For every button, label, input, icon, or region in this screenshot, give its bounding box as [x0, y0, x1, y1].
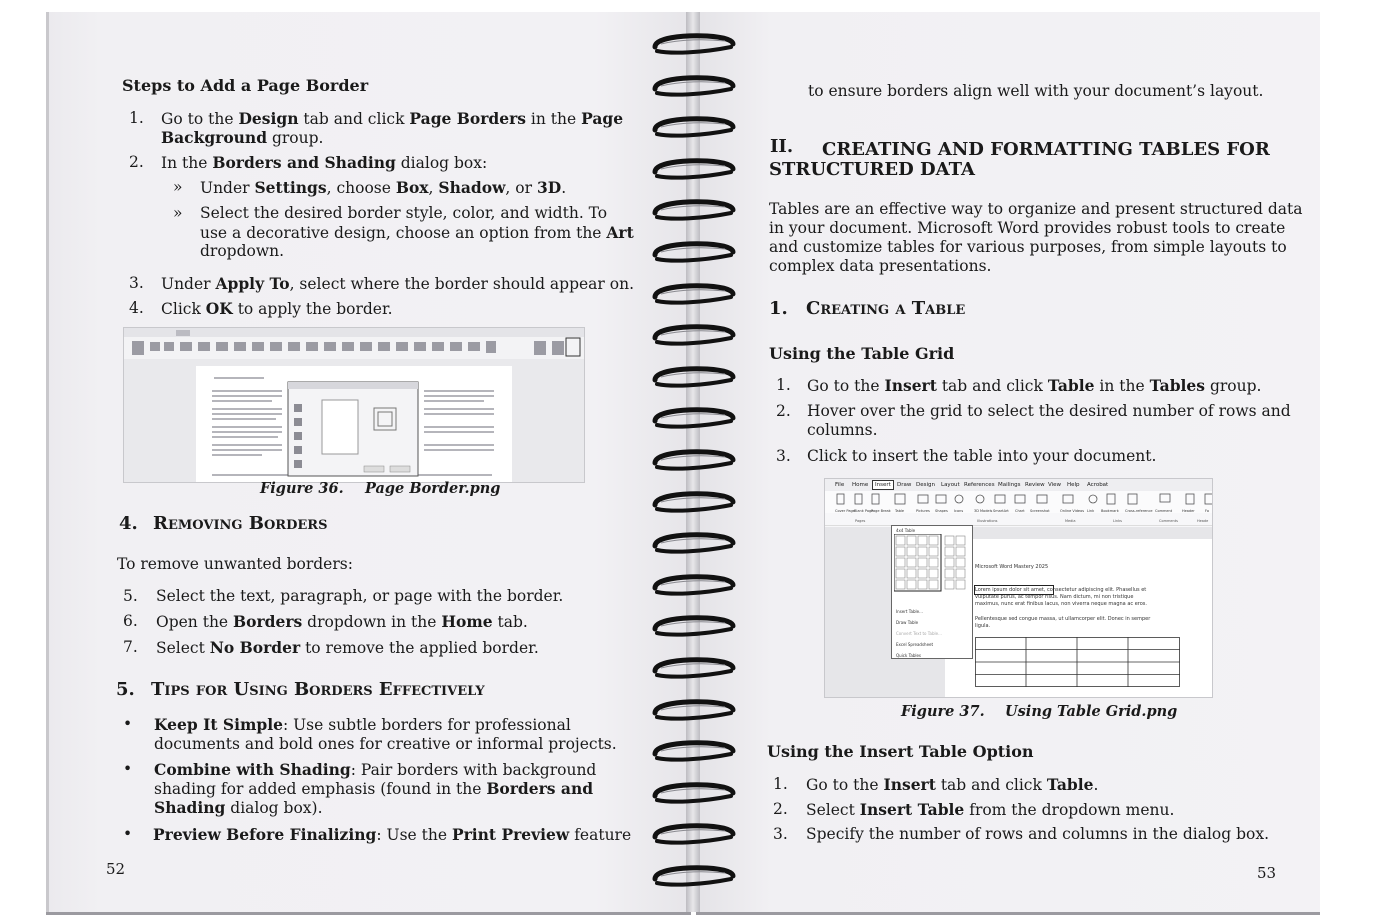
section-4-number: 4. — [119, 513, 138, 534]
continuation-line: to ensure borders align well with your document’s layout. — [808, 82, 1264, 100]
tip-2-line2: shading for added emphasis (found in the Borders and — [154, 779, 594, 798]
grid-step-2-line2: columns. — [807, 421, 878, 439]
menu-insert-table[interactable]: Insert Table... — [896, 609, 923, 614]
right-page — [696, 12, 1320, 912]
intro-line-4: complex data presentations. — [769, 257, 992, 275]
tip-2-bullet: • — [123, 760, 133, 778]
sub-bullet-1: » — [173, 178, 183, 196]
group-pages: Pages — [855, 519, 866, 523]
spiral-coil — [651, 365, 737, 391]
spiral-coil — [651, 573, 737, 599]
insert-table-menu[interactable] — [891, 525, 973, 659]
section-ii-title-line1: CREATING AND FORMATTING TABLES FOR — [822, 139, 1270, 160]
spiral-coil — [651, 323, 737, 349]
remove-7-number: 7. — [123, 638, 138, 656]
step-2-text: In the Borders and Shading dialog box: — [161, 153, 488, 172]
section-1-title: Creating a Table — [806, 298, 966, 319]
ribbon-link: Link — [1087, 509, 1095, 513]
spiral-coil — [651, 739, 737, 765]
group-media: Media — [1065, 519, 1076, 523]
sub-item-2-line2: use a decorative design, choose an option from the Art — [200, 223, 634, 242]
ribbon-groups — [825, 519, 1212, 526]
grid-step-2-line1: Hover over the grid to select the desired number of rows and — [807, 402, 1291, 420]
ribbon-header: Header — [1182, 509, 1195, 513]
page-border-screenshot — [124, 328, 584, 482]
sub-item-2-line1: Select the desired border style, color, and width. To — [200, 204, 608, 222]
step-3-text: Under Apply To, select where the border should appear on. — [161, 274, 634, 293]
tab-mailings: Mailings — [998, 482, 1021, 488]
grid-step-1-text: Go to the Insert tab and click Table in the Tables group. — [807, 376, 1262, 395]
insert-step-2-number: 2. — [773, 800, 788, 818]
spiral-coil — [651, 240, 737, 266]
group-comments: Comments — [1159, 519, 1178, 523]
figure-37-label: Figure 37. — [901, 703, 985, 720]
doc-p1-line3: maximus, nunc erat finibus lacus, non viverra neque magna ac eros. — [975, 601, 1148, 607]
tab-references: References — [964, 482, 995, 488]
tab-view: View — [1048, 482, 1062, 488]
steps-heading: Steps to Add a Page Border — [122, 76, 369, 95]
step-3-number: 3. — [129, 274, 144, 292]
doc-title: Microsoft Word Mastery 2025 — [975, 564, 1049, 570]
insert-step-1-number: 1. — [773, 775, 788, 793]
group-header: Heade — [1197, 519, 1209, 523]
group-links: Links — [1113, 519, 1122, 523]
spiral-coil — [651, 698, 737, 724]
remove-5-number: 5. — [123, 587, 138, 605]
section-5-title: Tips for Using Borders Effectively — [151, 679, 485, 700]
remove-6-text: Open the Borders dropdown in the Home tab. — [156, 612, 528, 631]
figure-37-image — [824, 478, 1213, 698]
ribbon-chart: Chart — [1015, 509, 1025, 513]
insert-step-3-text: Specify the number of rows and columns in the dialog box. — [806, 825, 1270, 843]
ribbon-cross-reference: Cross-reference — [1125, 509, 1153, 513]
intro-line-1: Tables are an effective way to organize and present structured data — [769, 200, 1303, 218]
ribbon-cover-page: Cover Page — [835, 509, 855, 513]
ribbon-smartart: SmartArt — [993, 509, 1009, 513]
menu-quick-tables[interactable]: Quick Tables — [896, 653, 922, 658]
document-page — [945, 539, 1212, 697]
tab-home: Home — [852, 482, 869, 488]
step-1-text: Go to the Design tab and click Page Borders in the Page — [161, 109, 624, 128]
spiral-coil — [651, 448, 737, 474]
ribbon-bookmark: Bookmark — [1101, 509, 1119, 513]
spiral-coil — [651, 864, 737, 890]
tab-layout: Layout — [941, 482, 960, 488]
group-illustrations: Illustrations — [977, 519, 998, 523]
tab-draw: Draw — [897, 482, 912, 488]
ribbon-tabs — [825, 479, 1212, 491]
ribbon-online-videos: Online Videos — [1060, 509, 1085, 513]
spiral-coil — [651, 781, 737, 807]
spiral-coil — [651, 490, 737, 516]
figure-36-label: Figure 36. — [260, 480, 344, 497]
grid-step-2-number: 2. — [776, 402, 791, 420]
spiral-coil — [651, 822, 737, 848]
tab-acrobat: Acrobat — [1087, 482, 1109, 488]
grid-step-1-number: 1. — [776, 376, 791, 394]
ribbon-labels — [825, 509, 1212, 517]
intro-line-3: and customize tables for various purposes, from simple layouts to — [769, 238, 1287, 256]
selection-box — [974, 585, 1054, 595]
figure-36-name: Page Border.png — [365, 480, 501, 497]
section-ii-number: II. — [770, 136, 794, 157]
insert-step-3-number: 3. — [773, 825, 788, 843]
tip-1-bullet: • — [123, 715, 133, 733]
menu-draw-table[interactable]: Draw Table — [896, 620, 919, 625]
remove-7-text: Select No Border to remove the applied border. — [156, 638, 539, 657]
figure-37-name: Using Table Grid.png — [1005, 703, 1178, 720]
ribbon-3d-models: 3D Models — [974, 509, 993, 513]
page-number-right: 53 — [1257, 864, 1277, 882]
step-1-text-line2: Background group. — [161, 128, 324, 147]
insert-table-heading: Using the Insert Table Option — [767, 742, 1034, 761]
spiral-coil — [651, 115, 737, 141]
table-grid-heading: Using the Table Grid — [769, 344, 955, 363]
step-1-number: 1. — [129, 109, 144, 127]
doc-p1-line2: vulputate purus, ac tempor risus. Nam dictum, mi non tristique — [975, 594, 1134, 600]
ribbon-shapes: Shapes — [935, 509, 948, 513]
tip-2-line1: Combine with Shading: Pair borders with background — [154, 760, 597, 779]
doc-p2-line2: ligula. — [975, 623, 991, 629]
step-4-number: 4. — [129, 299, 144, 317]
sub-bullet-2: » — [173, 204, 183, 222]
spiral-coil — [651, 198, 737, 224]
tab-review: Review — [1025, 482, 1045, 488]
insert-step-2-text: Select Insert Table from the dropdown menu. — [806, 800, 1175, 819]
spiral-coil — [651, 614, 737, 640]
sub-item-1: Under Settings, choose Box, Shadow, or 3D. — [200, 178, 567, 197]
section-1-number: 1. — [769, 298, 788, 319]
ribbon-page-break: Page Break — [871, 509, 891, 513]
menu-excel-spreadsheet[interactable]: Excel Spreadsheet — [896, 642, 934, 647]
tip-3-line1: Preview Before Finalizing: Use the Print Preview feature — [153, 825, 632, 844]
tip-1-line2: documents and bold ones for creative or informal projects. — [154, 735, 617, 753]
figure-36-image — [123, 327, 585, 483]
step-2-number: 2. — [129, 153, 144, 171]
spiral-coil — [651, 406, 737, 432]
spiral-coil — [651, 157, 737, 183]
spiral-coil — [651, 32, 737, 58]
intro-line-2: in your document. Microsoft Word provides robust tools to create — [769, 219, 1286, 237]
tip-1-line1: Keep It Simple: Use subtle borders for professional — [154, 715, 571, 734]
page-number-left: 52 — [106, 860, 126, 878]
sub-item-2-line3: dropdown. — [200, 242, 285, 260]
remove-5-text: Select the text, paragraph, or page with the border. — [156, 587, 564, 605]
menu-convert-text[interactable]: Convert Text to Table... — [896, 631, 942, 636]
spiral-coil — [651, 282, 737, 308]
section-5-number: 5. — [116, 679, 135, 700]
doc-paragraph-2 — [975, 616, 1150, 630]
tab-help: Help — [1067, 482, 1080, 488]
ribbon-icons: Icons — [954, 509, 964, 513]
inserted-table — [975, 637, 1180, 687]
remove-intro: To remove unwanted borders: — [117, 555, 353, 573]
menu-items — [896, 606, 942, 661]
doc-p1-line1: Lorem ipsum dolor sit amet, consectetur adipiscing elit. Phasellus et — [975, 587, 1147, 593]
ribbon-footer: Fo — [1205, 509, 1210, 513]
left-page — [46, 12, 691, 912]
ribbon-pictures: Pictures — [916, 509, 930, 513]
grid-step-3-number: 3. — [776, 447, 791, 465]
menu-title: 4x4 Table — [896, 528, 916, 533]
ribbon-table: Table — [895, 509, 905, 513]
tip-2-line3: Shading dialog box). — [154, 798, 323, 817]
doc-p2-line1: Pellentesque sed congue massa, ut ullamcorper elit. Donec in semper — [975, 616, 1151, 622]
grid-step-3-text: Click to insert the table into your document. — [807, 447, 1157, 465]
spiral-coil — [651, 74, 737, 100]
ribbon-comment: Comment — [1155, 509, 1173, 513]
section-4-title: Removing Borders — [153, 513, 328, 534]
remove-6-number: 6. — [123, 612, 138, 630]
tab-design: Design — [916, 482, 935, 488]
table-grid-picker[interactable] — [894, 534, 970, 596]
step-4-text: Click OK to apply the border. — [161, 299, 393, 318]
spiral-coil — [651, 656, 737, 682]
tab-file: File — [835, 482, 845, 488]
spiral-coil — [651, 531, 737, 557]
ribbon-screenshot: Screenshot — [1030, 509, 1050, 513]
ribbon-blank-page: Blank Page — [854, 509, 874, 513]
insert-step-1-text: Go to the Insert tab and click Table. — [806, 775, 1099, 794]
section-ii-title-line2: STRUCTURED DATA — [769, 159, 975, 180]
tab-insert: Insert — [872, 480, 894, 490]
tip-3-bullet: • — [123, 825, 133, 843]
